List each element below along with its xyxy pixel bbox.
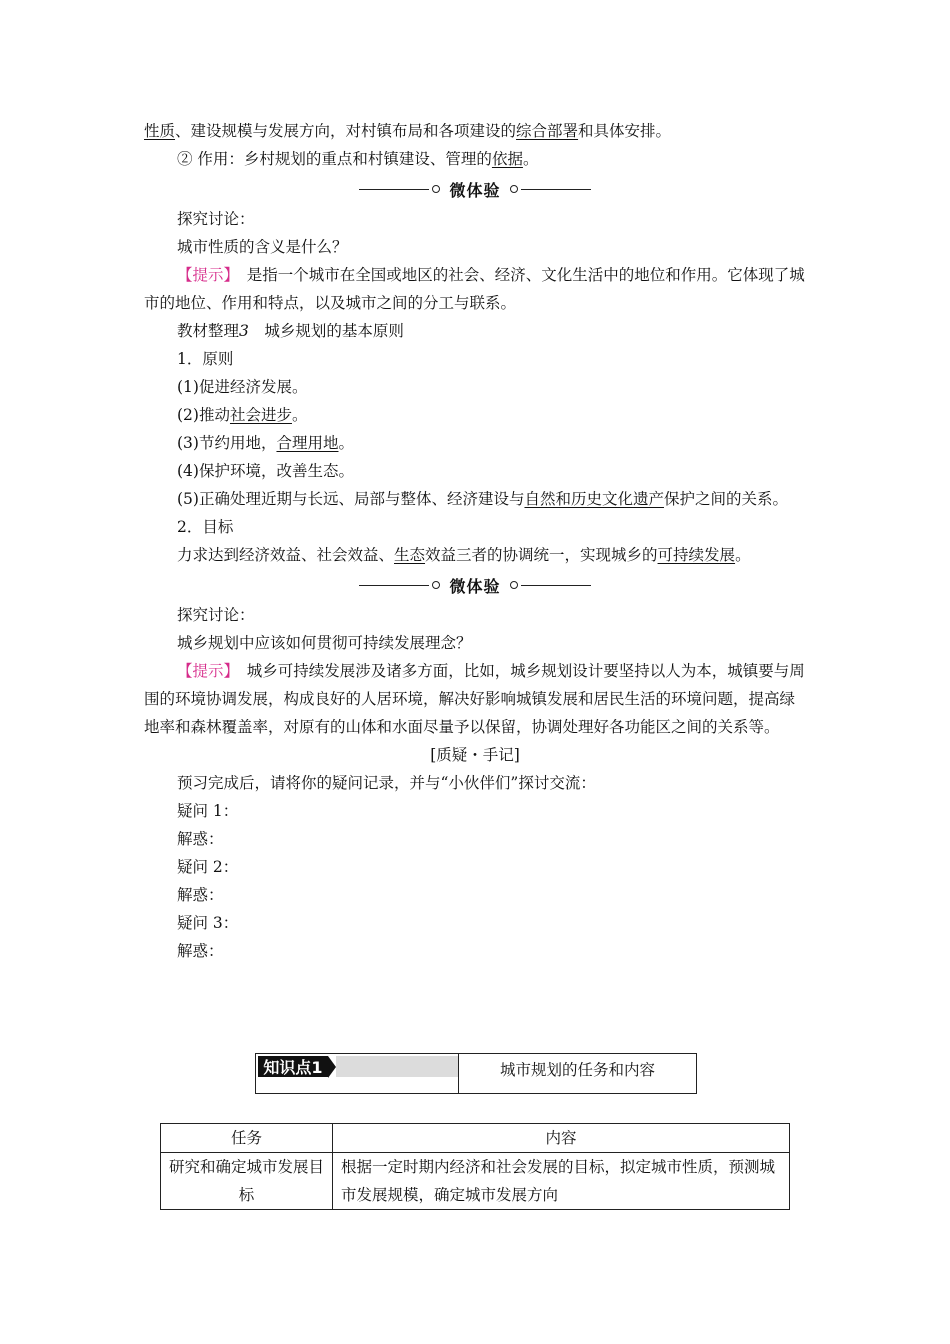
- knowledge-point-title: 城市规划的任务和内容: [499, 1061, 655, 1079]
- section-divider: [144, 173, 806, 205]
- table-cell: 根据一定时期内经济和社会发展的目标，拟定城市性质，预测城市发展规模，确定城市发展方向: [333, 1153, 790, 1210]
- text: (3)节约用地，: [177, 434, 277, 452]
- knowledge-point-tag: 知识点1: [258, 1056, 328, 1077]
- text: 力求达到经济效益、社会效益、: [177, 546, 395, 564]
- list-item: (4)保护环境，改善生态。: [177, 462, 354, 480]
- explore-heading: 探究讨论：: [177, 210, 255, 228]
- text: 。: [338, 434, 354, 452]
- list-item: [144, 485, 806, 513]
- task-content-table: [160, 1123, 790, 1210]
- text: (2)推动: [177, 406, 230, 424]
- subheading: 2．目标: [177, 518, 234, 536]
- answer-field[interactable]: 解惑：: [177, 942, 224, 960]
- goal-text: [144, 541, 806, 569]
- tip-label: 【提示】: [177, 266, 232, 284]
- text: 。: [735, 546, 751, 564]
- tip-label: 【提示】: [177, 662, 232, 680]
- table-header: 内容: [333, 1124, 790, 1153]
- arrow-icon: [328, 1056, 336, 1078]
- table-header-row: [161, 1124, 790, 1153]
- paragraph-line: [144, 117, 806, 145]
- underlined-term: 合理用地: [276, 434, 339, 452]
- table-cell: 研究和确定城市发展目标: [161, 1153, 333, 1210]
- text: 教材整理: [177, 322, 240, 340]
- answer-text: 城乡可持续发展涉及诸多方面，比如，城乡规划设计要坚持以人为本，城镇要与周围的环境协调发展，构成良好的人居环境，解决好影响城镇发展和居民生活的环境问题，提高绿地率和森林覆盖率，对原有的山体和水面尽量予以保留，协调处理好各功能区之间的关系等。: [144, 662, 805, 736]
- text: ② 作用：乡村规划的重点和村镇建设、管理的: [177, 150, 492, 168]
- notes-title: [质疑・手记]: [430, 746, 520, 764]
- text: 。: [522, 150, 539, 168]
- paragraph-line: [144, 145, 806, 173]
- section-heading: [144, 317, 806, 345]
- notes-intro: 预习完成后，请将你的疑问记录，并与“小伙伴们”探讨交流：: [177, 774, 596, 792]
- banner-fill: [336, 1056, 458, 1077]
- question-field[interactable]: 疑问 2：: [177, 858, 239, 876]
- list-item: (1)促进经济发展。: [177, 378, 308, 396]
- text: 效益三者的协调统一，实现城乡的: [425, 546, 658, 564]
- knowledge-point-banner: [255, 1053, 697, 1094]
- section-number: 3: [239, 322, 249, 340]
- underlined-term: 性质: [144, 122, 176, 140]
- text: 城乡规划的基本原则: [248, 322, 404, 340]
- explore-heading: 探究讨论：: [177, 606, 255, 624]
- answer-text: 是指一个城市在全国或地区的社会、经济、文化生活中的地位和作用。它体现了城市的地位、作用和特点，以及城市之间的分工与联系。: [144, 266, 805, 312]
- section-divider: [144, 569, 806, 601]
- explore-answer: [144, 261, 806, 317]
- explore-question: 城市性质的含义是什么？: [177, 238, 348, 256]
- explore-answer: [144, 657, 806, 741]
- answer-field[interactable]: 解惑：: [177, 886, 224, 904]
- answer-field[interactable]: 解惑：: [177, 830, 224, 848]
- divider-label: 微体验: [449, 180, 501, 200]
- subheading: 1．原则: [177, 350, 234, 368]
- underlined-term: 自然和历史文化遗产: [524, 490, 664, 508]
- text: 和具体安排。: [578, 122, 672, 140]
- divider-label: 微体验: [449, 576, 501, 596]
- text: (5)正确处理近期与长远、局部与整体、经济建设与: [177, 490, 525, 508]
- list-item: [144, 429, 806, 457]
- table-row: [161, 1153, 790, 1210]
- underlined-term: 社会进步: [229, 406, 292, 424]
- underlined-term: 依据: [491, 150, 523, 168]
- table-header: 任务: [161, 1124, 333, 1153]
- underlined-term: 可持续发展: [657, 546, 736, 564]
- question-field[interactable]: 疑问 3：: [177, 914, 239, 932]
- text: 、建设规模与发展方向，对村镇布局和各项建设的: [175, 122, 517, 140]
- text: 。: [291, 406, 308, 424]
- explore-question: 城乡规划中应该如何贯彻可持续发展理念？: [177, 634, 472, 652]
- text: 保护之间的关系。: [663, 490, 788, 508]
- document-body: [144, 117, 806, 965]
- underlined-term: 综合部署: [516, 122, 579, 140]
- question-field[interactable]: 疑问 1：: [177, 802, 239, 820]
- underlined-term: 生态: [394, 546, 426, 564]
- list-item: [144, 401, 806, 429]
